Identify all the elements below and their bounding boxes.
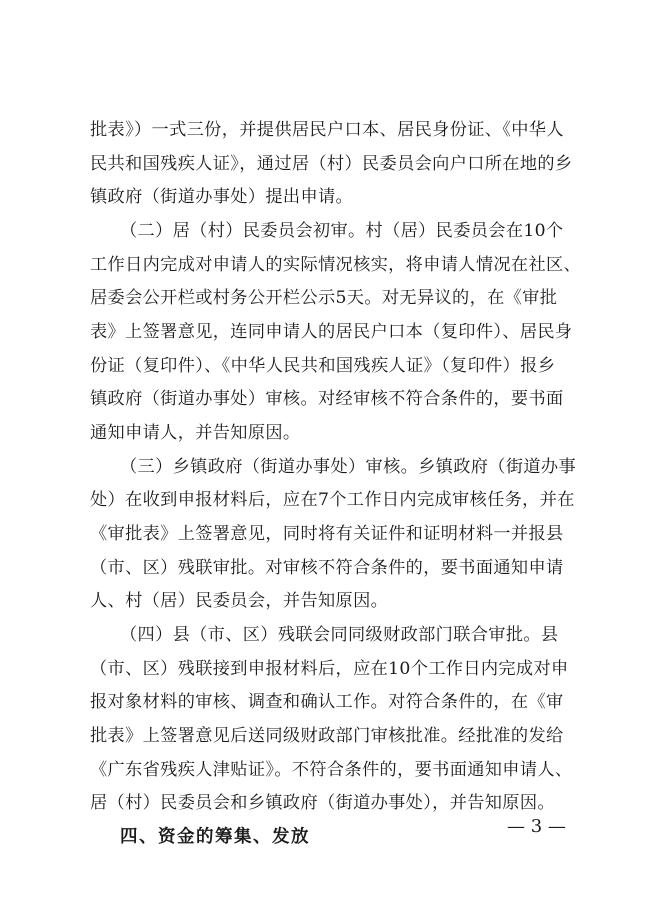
text-line: 人、村（居）民委员会，并告知原因。 — [90, 591, 389, 611]
text-line: 批表》上签署意见后送同级财政部门审核批准。经批准的发给 — [90, 726, 564, 746]
text-line: 居委会公开栏或村务公开栏公示5天。对无异议的，在《审批 — [90, 288, 558, 308]
text-line: 处）在收到申报材料后，应在7个工作日内完成审核任务，并在 — [90, 490, 575, 510]
text-line: 《广东省残疾人津贴证》。不符合条件的，要书面通知申请人、 — [90, 760, 573, 780]
text-line: 批表》）一式三份，并提供居民户口本、居民身份证、《中华人 — [90, 120, 564, 140]
section-heading: 四、资金的筹集、发放 — [120, 827, 310, 847]
text-line: （四）县（市、区）残联会同同级财政部门联合审批。县 — [120, 625, 559, 645]
text-line: 民共和国残疾人证》，通过居（村）民委员会向户口所在地的乡 — [90, 154, 573, 174]
text-line: 《审批表》上签署意见，同时将有关证件和证明材料一并报县 — [90, 524, 564, 544]
text-line: （三）乡镇政府（街道办事处）审核。乡镇政府（街道办事 — [120, 457, 576, 477]
text-line: （市、区）残联接到申报材料后，应在10个工作日内完成对申 — [90, 659, 569, 679]
page-number: — 3 — — [507, 816, 566, 837]
text-line: 镇政府（街道办事处）提出申请。 — [90, 187, 354, 207]
text-line: 居（村）民委员会和乡镇政府（街道办事处），并告知原因。 — [90, 793, 555, 813]
text-line: 份证（复印件）、《中华人民共和国残疾人证》（复印件）报乡 — [90, 356, 556, 376]
text-line: 镇政府（街道办事处）审核。对经审核不符合条件的，要书面 — [90, 389, 564, 409]
text-line: 通知申请人，并告知原因。 — [90, 423, 301, 443]
text-line: 工作日内完成对申请人的实际情况核实，将申请人情况在社区、 — [90, 255, 582, 275]
text-line: （市、区）残联审批。对审核不符合条件的，要书面通知申请 — [90, 558, 564, 578]
text-line: 报对象材料的审核、调查和确认工作。对符合条件的，在《审 — [90, 692, 564, 712]
text-line: 表》上签署意见，连同申请人的居民户口本（复印件）、居民身 — [90, 322, 573, 342]
text-line: （二）居（村）民委员会初审。村（居）民委员会在10个 — [120, 221, 564, 241]
